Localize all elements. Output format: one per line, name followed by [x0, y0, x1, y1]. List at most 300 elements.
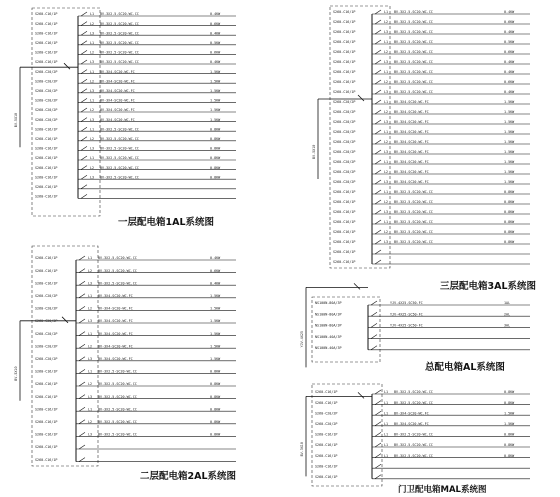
circuit-row [35, 60, 236, 64]
cable-label: BV-3X2.5-SC20-WC.CC [394, 220, 433, 225]
breaker-label: S260-C16/1P [35, 268, 58, 273]
load-label: 1.5KW [504, 180, 515, 185]
circuit-row [35, 156, 236, 160]
breaker-label: S260-C16/1P [315, 390, 338, 395]
breaker-label: NS100N-80A/3P [315, 323, 342, 328]
circuit-row [35, 127, 236, 131]
cable-label: BV-3X2.5-SC20-WC.CC [100, 156, 139, 161]
cable-label: BV-3X2.5-SC20-WC.CC [394, 30, 433, 35]
breaker-symbol [79, 294, 85, 298]
load-label: 0.4KW [210, 256, 221, 261]
breaker-label: S260-C16/1P [35, 445, 58, 450]
circuit-row [35, 332, 236, 336]
cable-label: BV-3X2.5-SC20-WC.CC [394, 40, 433, 45]
breaker-label: NS100N-40A/3P [315, 334, 342, 339]
circuit-row [35, 108, 236, 112]
breaker-label: S260-C20/2P [35, 117, 58, 122]
phase-label: L2 [90, 137, 95, 141]
load-label: 0.8KW [210, 407, 221, 412]
breaker-symbol [79, 395, 85, 399]
phase-label: L2 [88, 382, 93, 387]
cable-label: BV-3X2.5-SC20-WC.CC [394, 190, 433, 195]
circuit-row [333, 50, 530, 54]
breaker-symbol [81, 194, 87, 198]
breaker-symbol [371, 301, 377, 305]
phase-label: L2 [88, 306, 93, 311]
feeder-cable-label: YJV-4X25 [300, 331, 304, 348]
breaker-symbol [79, 407, 85, 411]
breaker-symbol [375, 100, 381, 104]
circuit-row [333, 200, 530, 204]
breaker-label: S260-C16/1P [35, 382, 58, 387]
cable-label: YJV-4X25-SC50-FC [390, 301, 423, 306]
breaker-symbol [79, 256, 85, 260]
load-label: 0.8KW [504, 453, 515, 458]
breaker-label: S260-C20/2P [333, 140, 356, 145]
load-label: 0.5KW [210, 41, 221, 45]
phase-label: L1 [384, 453, 389, 458]
feeder-cable-label: BV-5X10 [14, 112, 18, 128]
phase-label: L2 [384, 20, 389, 25]
circuit-row [315, 346, 530, 350]
circuit-row [35, 458, 236, 462]
breaker-label: S260-C16/1P [315, 400, 338, 405]
breaker-symbol [81, 89, 87, 93]
main-breaker-symbol [358, 392, 364, 398]
phase-label: L3 [384, 120, 389, 125]
cable-label: BV-3X4-SC20-WC.FC [98, 306, 133, 311]
circuit-row [35, 41, 236, 45]
load-label: 0.8KW [210, 420, 221, 424]
phase-label: L1 [90, 156, 95, 161]
feeder-cable-label: BV-5X10 [14, 366, 18, 381]
load-label: 1.5KW [504, 120, 515, 125]
cable-label: BV-3X4-SC20-WC.FC [394, 150, 429, 155]
load-label: 1.5KW [504, 411, 515, 416]
breaker-label: S260-C20/2P [35, 331, 58, 336]
breaker-label: S260-C16/1P [333, 260, 356, 265]
breaker-label: S260-C16/1P [35, 146, 58, 151]
main-breaker-symbol [62, 317, 68, 323]
panel-title-1al: 一层配电箱1AL系统图 [118, 217, 215, 228]
breaker-symbol [371, 335, 377, 339]
breaker-symbol [375, 10, 381, 14]
main-breaker-symbol [358, 95, 364, 101]
load-label: 1.5KW [210, 319, 221, 324]
breaker-symbol [375, 210, 381, 214]
breaker-label: S260-C20/2P [35, 344, 58, 349]
load-label: 1.5KW [504, 422, 515, 426]
cable-label: BV-3X2.5-SC20-WC.CC [100, 31, 139, 36]
breaker-label: S260-C16/1P [333, 90, 356, 95]
phase-label: L3 [90, 117, 95, 122]
breaker-symbol [375, 200, 381, 204]
breaker-label: S260-C16/1P [333, 10, 356, 15]
breaker-label: S260-C16/1P [333, 250, 356, 255]
breaker-symbol [79, 344, 85, 348]
circuit-row [315, 335, 530, 339]
breaker-symbol [81, 41, 87, 45]
phase-label: L3 [90, 175, 95, 180]
cable-label: BV-3X2.5-SC20-WC.CC [394, 230, 433, 235]
phase-label: L1 [384, 432, 389, 437]
phase-label: L3 [384, 180, 389, 185]
breaker-label: S260-C20/2P [333, 100, 356, 105]
breaker-label: S260-C16/1P [333, 210, 356, 215]
circuit-row [333, 100, 530, 104]
load-label: 1.5KW [210, 357, 221, 361]
cable-label: YJV-4X25-SC50-FC [390, 323, 423, 328]
breaker-label: S260-C16/1P [35, 369, 58, 374]
phase-label: L3 [88, 394, 93, 399]
load-label: 0.8KW [210, 369, 221, 374]
breaker-label: S260-C20/2P [333, 160, 356, 165]
breaker-label: S260-C16/1P [35, 175, 58, 180]
phase-label: L1 [384, 100, 389, 105]
cable-label: BV-3X4-SC20-WC.FC [98, 294, 133, 298]
circuit-row [315, 422, 530, 426]
phase-label: L3 [384, 150, 389, 155]
panel-1al [14, 8, 236, 216]
panel-title-2al: 二层配电箱2AL系统图 [140, 471, 237, 482]
load-label: 0.6KW [504, 50, 515, 55]
breaker-label: S260-C16/1P [35, 165, 58, 170]
circuit-row [315, 312, 530, 316]
load-label: 0.8KW [504, 240, 515, 245]
breaker-symbol [81, 70, 87, 74]
phase-label: L1 [90, 69, 95, 74]
breaker-symbol [79, 420, 85, 424]
load-label: 0.4KW [504, 30, 515, 35]
breaker-symbol [375, 180, 381, 184]
panel-3al [312, 6, 530, 268]
phase-label: L2 [90, 108, 95, 113]
cable-label: BV-3X2.5-SC20-WC.CC [100, 12, 139, 17]
breaker-symbol [375, 80, 381, 84]
load-label: 2AL [504, 312, 511, 317]
circuit-row [333, 120, 530, 124]
circuit-row [333, 40, 530, 44]
circuit-row [333, 20, 530, 24]
breaker-symbol [79, 369, 85, 373]
phase-label: L3 [88, 357, 93, 361]
circuit-row [315, 454, 530, 458]
breaker-symbol [81, 31, 87, 35]
breaker-label: S260-C20/2P [333, 170, 356, 175]
breaker-symbol [375, 70, 381, 74]
load-label: 0.4KW [504, 60, 515, 65]
breaker-symbol [79, 382, 85, 386]
breaker-label: S260-C16/1P [333, 50, 356, 55]
circuit-row [35, 306, 236, 310]
panel-title-gate: 门卫配电箱MAL系统图 [398, 485, 487, 495]
circuit-row [315, 390, 530, 394]
circuit-row [315, 443, 530, 447]
phase-label: L2 [384, 230, 389, 235]
cable-label: BV-3X2.5-SC20-WC.CC [100, 50, 139, 55]
breaker-label: S260-C16/1P [35, 50, 58, 55]
cable-label: BV-3X4-SC20-WC.FC [98, 331, 133, 336]
load-label: 1.5KW [210, 331, 221, 336]
cable-label: BV-3X2.5-SC20-WC.CC [394, 400, 433, 405]
phase-label: L3 [90, 60, 95, 65]
phase-label: L2 [90, 50, 95, 55]
breaker-symbol [79, 306, 85, 310]
circuit-row [35, 407, 236, 411]
cable-label: BV-3X4-SC20-WC.FC [100, 89, 135, 93]
phase-label: L3 [384, 210, 389, 215]
breaker-label: S260-C20/2P [35, 319, 58, 324]
breaker-symbol [375, 422, 381, 426]
load-label: 0.8KW [504, 220, 515, 225]
circuit-row [35, 175, 236, 179]
circuit-row [333, 180, 530, 184]
phase-label: L1 [384, 190, 389, 195]
phase-label: L1 [384, 10, 389, 15]
cable-label: BV-3X4-SC20-WC.FC [394, 110, 429, 115]
breaker-label: S260-C16/1P [333, 80, 356, 85]
breaker-label: S260-C20/2P [35, 108, 58, 113]
load-label: 0.8KW [210, 165, 221, 170]
load-label: 1.5KW [210, 108, 221, 113]
panel-gate [300, 384, 530, 486]
cable-label: BV-3X2.5-SC20-WC.CC [98, 432, 137, 437]
panel-title-main: 总配电箱AL系统图 [425, 362, 505, 373]
circuit-row [35, 166, 236, 170]
circuit-row [333, 30, 530, 34]
load-label: 1.5KW [504, 160, 515, 165]
load-label: 1.5KW [210, 117, 221, 122]
cable-label: BV-3X4-SC20-WC.FC [100, 79, 135, 84]
breaker-symbol [371, 323, 377, 327]
breaker-symbol [79, 332, 85, 336]
breaker-label: S260-C16/1P [315, 475, 338, 479]
breaker-label: S260-C20/2P [333, 130, 356, 135]
panel-enclosure-3al [330, 6, 390, 268]
breaker-symbol [375, 40, 381, 44]
cable-label: BV-3X4-SC20-WC.FC [394, 160, 429, 165]
circuit-row [35, 22, 236, 26]
breaker-label: S260-C16/1P [35, 281, 58, 286]
cable-label: BV-3X4-SC20-WC.FC [98, 344, 133, 349]
circuit-row [333, 110, 530, 114]
breaker-label: S260-C20/2P [35, 98, 58, 103]
circuit-row [35, 445, 236, 449]
load-label: 1.5KW [210, 98, 221, 103]
circuit-row [35, 420, 236, 424]
phase-label: L1 [384, 443, 389, 448]
breaker-label: S260-C16/1P [35, 432, 58, 437]
phase-label: L1 [88, 407, 93, 412]
breaker-symbol [81, 185, 87, 189]
load-label: 1.5KW [504, 130, 515, 135]
phase-label: L2 [384, 110, 389, 115]
breaker-symbol [375, 130, 381, 134]
phase-label: L1 [88, 369, 93, 374]
main-breaker-symbol [64, 63, 70, 69]
breaker-symbol [375, 150, 381, 154]
cable-label: BV-3X2.5-SC20-WC.CC [100, 41, 139, 45]
breaker-symbol [79, 432, 85, 436]
breaker-symbol [375, 50, 381, 54]
breaker-label: S260-C16/1P [333, 230, 356, 235]
breaker-symbol [79, 357, 85, 361]
load-label: 1.5KW [210, 69, 221, 74]
breaker-symbol [375, 190, 381, 194]
load-label: 0.8KW [210, 382, 221, 387]
breaker-label: S260-C16/1P [35, 60, 58, 65]
breaker-symbol [81, 108, 87, 112]
breaker-symbol [375, 230, 381, 234]
breaker-symbol [79, 319, 85, 323]
circuit-row [333, 80, 530, 84]
breaker-label: S260-C16/1P [35, 31, 58, 36]
circuit-row [35, 432, 236, 436]
breaker-label: S260-C16/1P [315, 432, 338, 437]
phase-label: L2 [384, 80, 389, 85]
phase-label: L2 [90, 165, 95, 170]
cable-label: BV-3X2.5-SC20-WC.CC [394, 10, 433, 15]
circuit-row [333, 220, 530, 224]
breaker-symbol [81, 12, 87, 16]
load-label: 0.6KW [210, 50, 221, 55]
breaker-label: S260-C16/1P [35, 41, 58, 45]
cable-label: BV-3X4-SC20-WC.FC [100, 98, 135, 103]
cable-label: BV-3X4-SC20-WC.FC [394, 100, 429, 105]
breaker-symbol [375, 140, 381, 144]
breaker-symbol [81, 60, 87, 64]
load-label: 0.8KW [210, 175, 221, 180]
circuit-row [315, 464, 530, 468]
breaker-label: S260-C20/2P [333, 180, 356, 185]
cable-label: BV-3X2.5-SC20-WC.CC [394, 210, 433, 215]
breaker-label: NS100N-80A/3P [315, 312, 342, 317]
circuit-row [333, 10, 530, 14]
load-label: 0.6KW [210, 268, 221, 273]
circuit-row [35, 79, 236, 83]
phase-label: L2 [384, 50, 389, 55]
breaker-label: S260-C20/2P [35, 357, 58, 361]
phase-label: L1 [384, 130, 389, 135]
phase-label: L3 [384, 90, 389, 95]
circuit-row [35, 31, 236, 35]
cable-label: BV-3X2.5-SC20-WC.CC [98, 394, 137, 399]
load-label: 1.5KW [210, 344, 221, 349]
phase-label: L1 [384, 70, 389, 75]
load-label: 0.4KW [210, 281, 221, 286]
cable-label: BV-3X4-SC20-WC.FC [100, 108, 135, 113]
circuit-row [35, 357, 236, 361]
phase-label: L3 [384, 60, 389, 65]
breaker-label: S260-C16/1P [333, 70, 356, 75]
circuit-row [35, 369, 236, 373]
breaker-label: S260-C16/1P [333, 40, 356, 45]
panel-main [300, 283, 530, 367]
breaker-label: S260-C16/1P [35, 127, 58, 132]
phase-label: L1 [384, 390, 389, 395]
load-label: 0.8KW [504, 443, 515, 448]
cable-label: BV-3X2.5-SC20-WC.CC [394, 443, 433, 448]
breaker-label: S260-C16/1P [333, 30, 356, 35]
phase-label: L3 [90, 89, 95, 93]
circuit-row [333, 160, 530, 164]
circuit-row [333, 140, 530, 144]
breaker-symbol [375, 250, 381, 254]
circuit-row [333, 260, 530, 264]
panel-title-3al: 三层配电箱3AL系统图 [440, 281, 537, 292]
load-label: 1.5KW [210, 306, 221, 311]
cable-label: BV-3X2.5-SC20-WC.CC [98, 268, 137, 273]
breaker-symbol [375, 390, 381, 394]
circuit-row [35, 89, 236, 93]
breaker-symbol [375, 170, 381, 174]
phase-label: L1 [384, 422, 389, 426]
breaker-symbol [81, 22, 87, 26]
load-label: 0.8KW [504, 190, 515, 195]
breaker-symbol [375, 432, 381, 436]
cable-label: BV-3X2.5-SC20-WC.CC [394, 453, 433, 458]
load-label: 0.4KW [210, 31, 221, 36]
circuit-row [315, 475, 530, 479]
load-label: 0.8KW [504, 200, 515, 205]
breaker-label: S260-C16/1P [333, 190, 356, 195]
circuit-row [333, 90, 530, 94]
breaker-symbol [81, 146, 87, 150]
load-label: 0.8KW [210, 127, 221, 132]
load-label: 0.6KW [504, 20, 515, 25]
breaker-label: NS100N-80A/3P [315, 301, 342, 306]
load-label: 1.5KW [210, 79, 221, 84]
circuit-row [35, 382, 236, 386]
load-label: 1.5KW [504, 170, 515, 175]
feeder-cable-label: BV-5X10 [312, 144, 316, 159]
breaker-symbol [371, 312, 377, 316]
cable-label: BV-3X4-SC20-WC.FC [100, 117, 135, 122]
breaker-label: S260-C16/1P [35, 394, 58, 399]
breaker-label: NS100N-40A/3P [315, 346, 342, 350]
breaker-symbol [375, 411, 381, 415]
breaker-label: S260-C16/1P [35, 137, 58, 141]
phase-label: L3 [88, 281, 93, 286]
breaker-symbol [375, 454, 381, 458]
load-label: 1.5KW [210, 294, 221, 298]
phase-label: L1 [384, 40, 389, 45]
phase-label: L3 [88, 432, 93, 437]
circuit-row [315, 411, 530, 415]
breaker-label: S260-C20/2P [333, 110, 356, 115]
panel-enclosure-main [312, 297, 380, 362]
cable-label: BV-3X2.5-SC20-WC.CC [394, 390, 433, 395]
breaker-label: S260-C16/1P [35, 12, 58, 17]
cable-label: BV-3X2.5-SC20-WC.CC [394, 90, 433, 95]
breaker-label: S260-C16/1P [35, 185, 58, 189]
phase-label: L1 [88, 331, 93, 336]
circuit-row [35, 118, 236, 122]
phase-label: L1 [90, 98, 95, 103]
circuit-row [35, 146, 236, 150]
phase-label: L2 [384, 170, 389, 175]
cable-label: BV-3X2.5-SC20-WC.CC [98, 281, 137, 286]
breaker-symbol [375, 60, 381, 64]
cable-label: BV-3X2.5-SC20-WC.CC [394, 80, 433, 85]
cable-label: BV-3X2.5-SC20-WC.CC [98, 256, 137, 261]
cable-label: BV-3X2.5-SC20-WC.CC [100, 127, 139, 132]
load-label: 0.8KW [504, 390, 515, 395]
load-label: 0.8KW [210, 394, 221, 399]
breaker-label: S260-C16/1P [35, 256, 58, 261]
phase-label: L1 [90, 12, 95, 17]
breaker-symbol [81, 98, 87, 102]
